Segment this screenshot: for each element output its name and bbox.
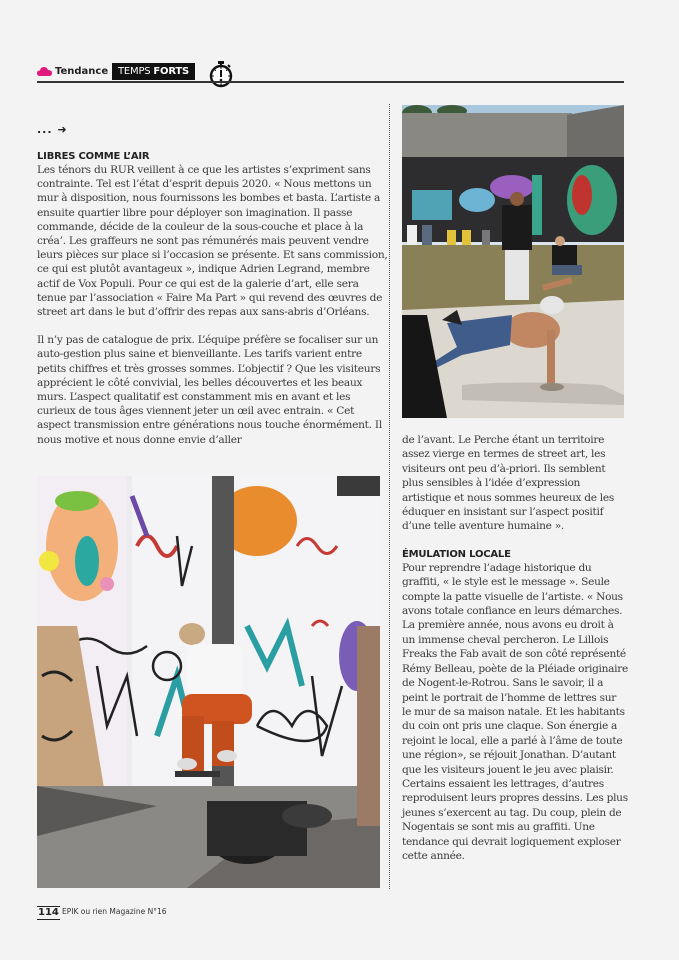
paragraph: Pour reprendre l’adage historique du graffiti, « le style est le message ». Seule compte la patte visuelle de l’artiste. « Nous avons totale confiance en leurs démarches. La première année, nous avons eu droit à un immense cheval percheron. Le Lillois Freaks the Fab avait de son côté représenté Rémy Belleau, poète de la Pléiade originaire de Nogent-le-Rotrou. Sans le savoir, il a peint le portrait de l’homme de lettres sur le mur de sa maison natale. Et les habitants du coin ont pris une claque. Son énergie a rejoint le local, elle a parlé à l’âme de toute une région», se réjouit Jonathan. D’autant que les visiteurs jouent le jeu avec plaisir. Certains essaient les lettrages, d’autres reproduisent leurs propres dessins. Les plus jeunes s’exercent au tag. Du coup, plein de Nogentais se sont mis au graffiti. Une tendance qui devrait logiquement exploser cette année. [402, 561, 628, 862]
paragraph: Il n’y pas de catalogue de prix. L’équipe préfère se focaliser sur un auto-gestion plus saine et bienveillante. Les tarifs varient entre petits chiffres et très grosses sommes. L’objectif ? Que les visiteurs apprécient le côté convivial, les belles découvertes et les beaux murs. L’aspect qualitatif est constamment mis en avant et les curieux de tous âges viennent jeter un œil avec entrain. « Cet aspect transmission entre générations nous touche énormément. Il nous motive et nous donne envie d’aller [37, 334, 382, 446]
paragraph: Les ténors du RUR veillent à ce que les artistes s’expriment sans contrainte. Tel est l’état d’esprit depuis 2020. « Nous mettons un mur à disposition, nous fournissons les bombes et basta. L’artiste a ensuite quartier libre pour déployer son imagination. Il passe commande, décide de la couleur de la sous-couche et place à la créa’. Les graffeurs ne sont pas rémunérés mais peuvent vendre leurs pièces sur place si l’occasion se présente. Et sans commission, ce qui est plutôt avantageux », indique Adrien Legrand, membre actif de Vox Populi. Pour ce qui est de la galerie d’art, elle sera tenue par l’association « Faire Ma Part » qui revend des œuvres de street art dans le but d’offrir des repas aux sans-abris d’Orléans. [37, 164, 388, 319]
section-banner [112, 63, 195, 80]
column-divider [389, 104, 390, 889]
breakdancer-photo [402, 105, 624, 418]
page-number: 114 [38, 907, 59, 918]
continued-marker: ... ➜ [37, 123, 68, 136]
header-rule [37, 81, 624, 83]
section-label: Tendance [55, 66, 109, 77]
stopwatch-icon [208, 60, 234, 88]
section-heading: ÉMULATION LOCALE [402, 548, 511, 560]
banner-text-regular: TEMPS [118, 66, 154, 77]
left-column [37, 150, 390, 447]
section-heading: LIBRES COMME L’AIR [37, 151, 150, 162]
skateboarder-graffiti-photo [37, 476, 380, 888]
cloud-icon [37, 66, 52, 76]
banner-text-bold: FORTS [153, 66, 190, 77]
right-column [402, 433, 628, 863]
publication-name: EPIK ou rien Magazine N°16 [62, 907, 167, 916]
paragraph-continued: de l’avant. Le Perche étant un territoire assez vierge en termes de street art, les visiteurs ont peu d’à-priori. Ils semblent plus sensibles à l’idée d’expression artistique et nous sommes heureux de les éduquer en insistant sur l’aspect positif d’une telle aventure humaine ». [402, 434, 614, 533]
